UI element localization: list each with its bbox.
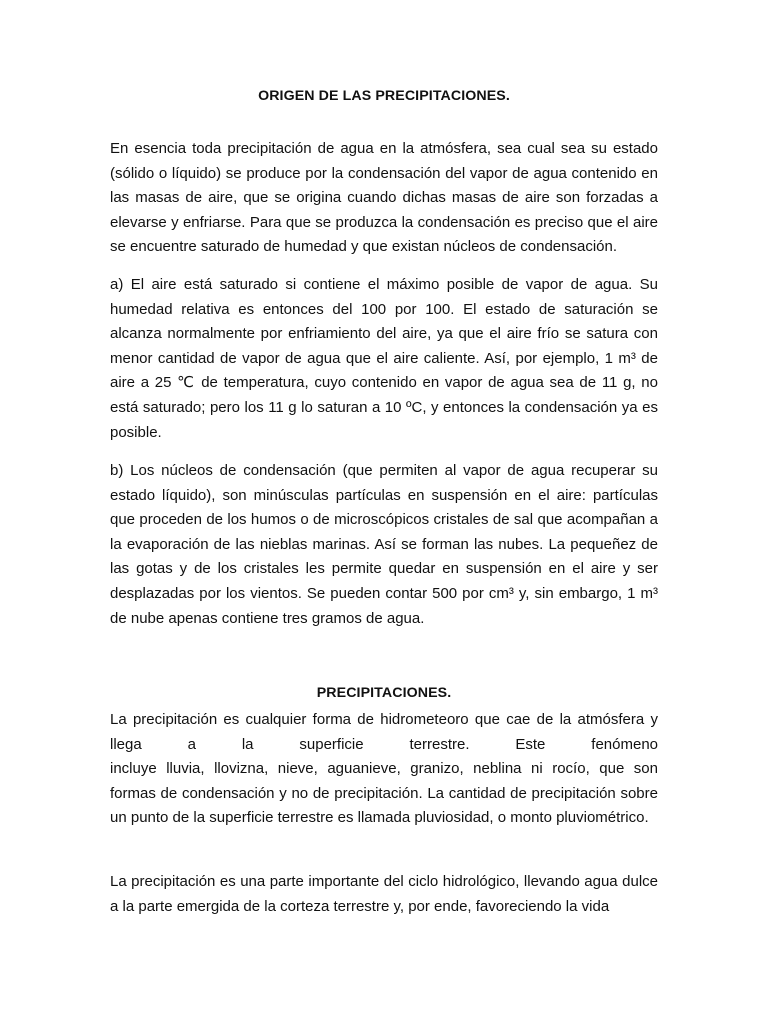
paragraph-line: llega a la superficie terrestre. Este fenómeno xyxy=(110,735,658,753)
paragraph-definicion-precipitacion xyxy=(110,708,658,831)
section-title-origen: ORIGEN DE LAS PRECIPITACIONES. xyxy=(258,88,510,104)
paragraph-aire-saturado: a) El aire está saturado si contiene el máximo posible de vapor de agua. Su humedad relativa es entonces del 100 por 100. El estado de saturación se alcanza normalmente por enfriamiento del aire, ya que el aire frío se satura con menor cantidad de vapor de agua que el aire caliente. Así, por ejemplo, 1 m³ de aire a 25 ℃ de temperatura, cuyo contenido en vapor de agua sea de 11 g, no está saturado; pero los 11 g lo saturan a 10 ºC, y entonces la condensación ya es posible. xyxy=(110,276,658,441)
paragraph-line-rest: formas de condensación y no de precipitación. La cantidad de precipitación sobre un punto de la superficie terrestre es llamada pluviosidad, o monto pluviométrico. xyxy=(110,784,658,827)
paragraph-line: La precipitación es cualquier forma de hidrometeoro que cae de la atmósfera y xyxy=(110,711,658,728)
paragraph-ciclo-hidrologico: La precipitación es una parte importante del ciclo hidrológico, llevando agua dulce a la parte emergida de la corteza terrestre y, por ende, favoreciendo la vida xyxy=(110,873,658,915)
paragraph-intro: En esencia toda precipitación de agua en la atmósfera, sea cual sea su estado (sólido o líquido) se produce por la condensación del vapor de agua contenido en las masas de aire, que se origina cuando dichas masas de aire son forzadas a elevarse y enfriarse. Para que se produzca la condensación es preciso que el aire se encuentre saturado de humedad y que existan núcleos de condensación. xyxy=(110,140,658,256)
paragraph-line: incluye lluvia, llovizna, nieve, aguanieve, granizo, neblina ni rocío, que son xyxy=(110,760,658,778)
paragraph-nucleos-condensacion: b) Los núcleos de condensación (que permiten al vapor de agua recuperar su estado líquido), son minúsculas partículas en suspensión en el aire: partículas que proceden de los humos o de microscópicos cristales de sal que acompañan a la evaporación de las nieblas marinas. Así se forman las nubes. La pequeñez de las gotas y de los cristales les permite quedar en suspensión en el aire y ser desplazadas por los vientos. Se pueden contar 500 por cm³ y, sin embargo, 1 m³ de nube apenas contiene tres gramos de agua. xyxy=(110,462,658,627)
section-title-precipitaciones: PRECIPITACIONES. xyxy=(316,685,452,701)
